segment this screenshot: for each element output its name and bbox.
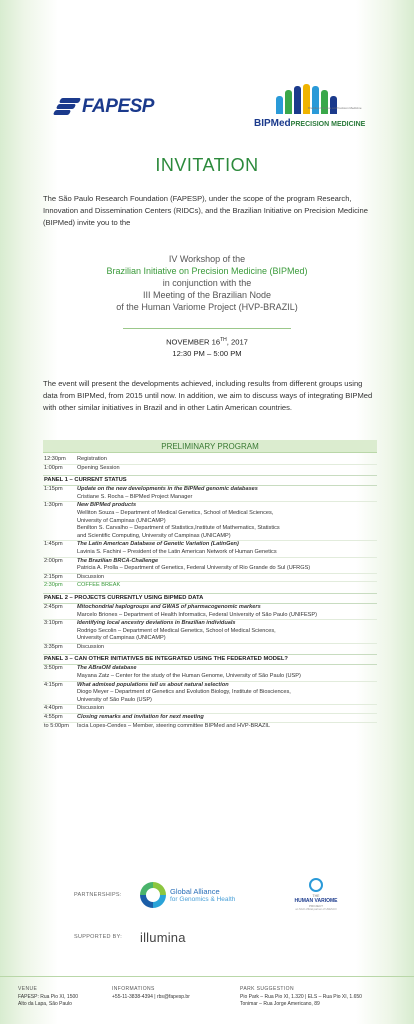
program-item-title: The ABraOM database	[77, 665, 137, 672]
venue-district: Alto da Lapa, São Paulo	[18, 1001, 72, 1007]
program-item	[43, 723, 377, 731]
venue-heading: VENUE	[18, 986, 38, 992]
parking-info	[240, 986, 362, 1009]
program-item-title: Registration	[77, 456, 107, 462]
program-item-speaker: University of Campinas (UNICAMP)	[77, 517, 166, 524]
event-description: The event will present the developments achieved, including results from different groups using data from BIPMed, from 2015 until now. In addition, we aim to discuss ways of integrating BIPMed with other similar initiatives in Brazil and in other Latin American countries.	[43, 379, 373, 412]
program-item-time: 12:30pm	[44, 456, 66, 462]
program-item-time: 2:15pm	[44, 573, 63, 580]
program-item-speaker: Welliton Souza – Department of Medical Genetics, School of Medical Sciences,	[77, 509, 274, 516]
park-heading: PARK SUGGESTION	[240, 986, 294, 992]
hvp-tagline: an NGO official partner of UNESCO	[295, 908, 337, 911]
program-item-title: Discussion	[77, 573, 105, 580]
program-item	[43, 714, 377, 722]
program-heading: PRELIMINARY PROGRAM	[43, 440, 377, 453]
program-item	[43, 574, 377, 582]
event-date: NOVEMBER 16TH, 2017 12:30 PM – 5:00 PM	[0, 335, 414, 359]
program-item-time: 1:15pm	[44, 486, 63, 493]
program-item	[43, 644, 377, 652]
program-item-time: 4:55pm	[44, 714, 63, 721]
program-item	[43, 541, 377, 556]
program-item-time: 1:30pm	[44, 502, 63, 509]
footer-divider	[0, 976, 414, 977]
program-item-title: Opening Session	[77, 464, 120, 471]
program-item-speaker: Rodrigo Secolin – Department of Medical Genetics, School of Medical Sciences,	[77, 627, 276, 634]
venue-address: FAPESP: Rua Pio XI, 1500	[18, 993, 79, 1000]
program-item-speaker: Lavinia S. Fachini – President of the Latin American Network of Human Genetics	[77, 548, 277, 555]
program-item	[43, 620, 377, 643]
program-item-time: 2:00pm	[44, 557, 63, 564]
hvp-name: HUMAN VARIOME	[294, 898, 338, 904]
program-item-time: 2:45pm	[44, 603, 63, 610]
workshop-line-4: III Meeting of the Brazilian Node	[142, 290, 272, 300]
bipmed-logo	[250, 82, 370, 138]
opening-section	[43, 456, 377, 472]
program-item-time: 4:15pm	[44, 681, 63, 688]
program-item	[43, 456, 377, 464]
program-item-speaker: Benilton S. Carvalho – Department of Statistics,Institute of Mathematics, Statistics	[77, 525, 280, 532]
global-alliance-logo	[140, 882, 235, 908]
program-item-title: The Brazilian BRCA-Challenge	[77, 557, 159, 564]
event-time: 12:30 PM – 5:00 PM	[172, 348, 242, 358]
bipmed-wordmark: BIPMedPRECISION MEDICINE	[254, 118, 366, 129]
program-item-speaker: University of Campinas (UNICAMP)	[77, 635, 166, 642]
global-alliance-icon	[140, 882, 166, 908]
program-item-speaker: Iscia Lopes-Cendes – Member, steering committee BIPMed and HVP-BRAZIL	[77, 722, 271, 729]
park-option-1: Pio Park – Rua Pio XI, 1.320 | ELS – Rua Pio XI, 1.650	[240, 993, 362, 1000]
panel-1-items	[43, 486, 377, 590]
program-item-title: Discussion	[77, 643, 105, 650]
program-item	[43, 604, 377, 619]
hvp-project: PROJECT	[308, 904, 323, 908]
program-item	[43, 665, 377, 680]
program-item	[43, 502, 377, 540]
partners-section	[0, 878, 414, 945]
program-item	[43, 486, 377, 501]
preliminary-program	[43, 440, 377, 730]
program-item-title: COFFEE BREAK	[77, 582, 121, 589]
venue-info	[18, 986, 78, 1009]
program-item-time: 3:50pm	[44, 665, 63, 672]
ga-subtitle: for Genomics & Health	[170, 896, 236, 903]
program-item-speaker: University of São Paulo (USP)	[77, 696, 152, 703]
program-item-speaker: Cristiane S. Rocha – BIPMed Project Manager	[77, 493, 193, 500]
program-item-speaker: Marcelo Briones – Department of Health Informatics, Federal University of São Paulo (UNIFESP)	[77, 611, 318, 618]
fapesp-wordmark: FAPESP	[82, 96, 154, 117]
workshop-block	[0, 253, 414, 313]
program-item-time: 3:10pm	[44, 620, 63, 627]
program-item-speaker: Patricia A. Prolla – Department of Genetics, Federal University of Rio Grande do Sul (UFRGS)	[77, 565, 311, 572]
program-item-title: What admixed populations tell us about natural selection	[77, 681, 229, 688]
panel-2-title: PANEL 2 – PROJECTS CURRENTLY USING BIPMED DATA	[43, 593, 377, 604]
program-item	[43, 682, 377, 705]
panel-2-items	[43, 604, 377, 652]
info-heading: INFORMATIONS	[112, 986, 155, 992]
workshop-line-2: Brazilian Initiative on Precision Medicine (BIPMed)	[106, 266, 308, 276]
illumina-logo: illumina	[140, 930, 186, 945]
program-item-time: 4:40pm	[44, 705, 63, 712]
program-item	[43, 465, 377, 473]
program-item-speaker: Mayana Zatz – Center for the study of the Human Genome, University of São Paulo (USP)	[77, 673, 301, 680]
panel-1-title: PANEL 1 – CURRENT STATUS	[43, 475, 377, 486]
program-item-speaker: Diogo Meyer – Department of Genetics and Evolution Biology, Institute of Biosciences,	[77, 689, 291, 696]
program-item-title: Closing remarks and invitation for next meeting	[77, 714, 204, 721]
program-item-speaker: and Scientific Computing, University of Campinas (UNICAMP)	[77, 532, 231, 539]
ga-name: Global Alliance	[170, 887, 220, 896]
park-option-2: Tonimar – Rua Jorge Americano, 89	[240, 1001, 320, 1007]
workshop-line-1: IV Workshop of the	[168, 254, 246, 264]
program-item-time: 3:35pm	[44, 643, 63, 650]
invitation-title: INVITATION	[155, 155, 259, 175]
contact-info	[112, 986, 190, 1001]
fapesp-mark-icon	[54, 98, 80, 116]
panel-3-title: PANEL 3 – CAN OTHER INITIATIVES BE INTEGRATED USING THE FEDERATED MODEL?	[43, 654, 377, 665]
fapesp-logo	[54, 96, 154, 118]
program-item-time: 1:45pm	[44, 541, 63, 548]
workshop-divider	[123, 328, 291, 329]
panel-3-items	[43, 665, 377, 730]
program-item	[43, 705, 377, 713]
program-item-title: Identifying local ancestry deviations in Brazilian individuals	[77, 620, 236, 627]
logo-row	[0, 82, 414, 138]
bipmed-tagline: Brazilian Initiative on Precision Medicine	[308, 106, 362, 110]
workshop-line-3: in conjunction with the	[162, 278, 252, 288]
program-item-title: Discussion	[77, 705, 105, 712]
program-item	[43, 558, 377, 573]
program-item-time: 1:00pm	[44, 464, 63, 471]
hvp-the: THE	[312, 894, 320, 898]
program-item-title: New BIPMed products	[77, 502, 137, 509]
program-item-title: The Latin American Database of Genetic Variation (LatinGen)	[77, 541, 239, 548]
hvp-globe-icon	[309, 878, 323, 892]
program-item-time: 2:30pm	[44, 582, 63, 589]
workshop-line-5: of the Human Variome Project (HVP-BRAZIL)	[116, 302, 298, 312]
program-item-time: to 5:00pm	[44, 722, 69, 729]
human-variome-logo	[290, 878, 342, 936]
program-item-title: Mitochondrial haplogroups and GWAS of pharmacogenomic markers	[77, 603, 261, 610]
program-item-title: Update on the new developments in the BIPMed genomic databases	[77, 486, 258, 493]
footer	[0, 976, 414, 1024]
program-item	[43, 582, 377, 590]
partnerships-label: PARTNERSHIPS:	[74, 892, 122, 898]
info-contact: +55-11-3838-4394 | rbs@fapesp.br	[112, 993, 190, 1000]
intro-paragraph: The São Paulo Research Foundation (FAPESP), under the scope of the program Research, Innovation and Dissemination Centers (RIDCs), and the Brazilian Initiative on Precision Medicine (BIPMed) invite you to the	[43, 194, 368, 227]
supported-label: SUPPORTED BY:	[74, 934, 123, 940]
